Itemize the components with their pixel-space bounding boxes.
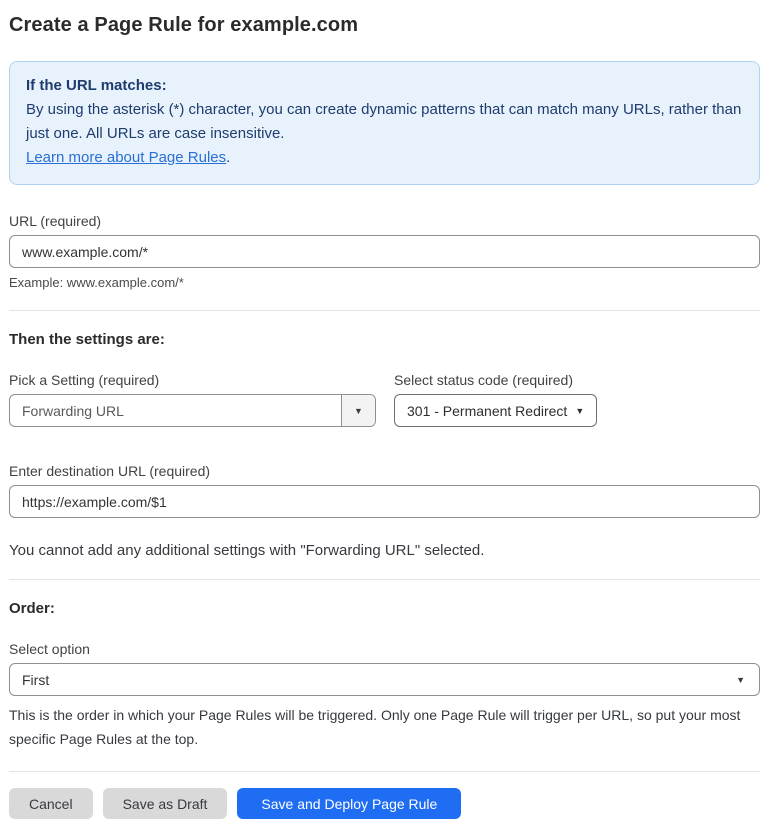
pick-setting-caret-button[interactable]	[341, 395, 375, 426]
url-field-group	[9, 213, 760, 290]
url-field-label: URL (required)	[9, 213, 102, 229]
cancel-button[interactable]: Cancel	[9, 788, 93, 819]
info-banner-heading: If the URL matches:	[26, 77, 167, 94]
order-select[interactable]	[9, 663, 760, 696]
learn-more-page-rules-link[interactable]: Learn more about Page Rules	[26, 149, 227, 166]
order-helper-text: This is the order in which your Page Rules will be triggered. Only one Page Rule will trigger per URL, so put your most specific Page Rules at the top.	[9, 707, 741, 747]
forwarding-url-note: You cannot add any additional settings with "Forwarding URL" selected.	[9, 542, 485, 559]
caret-down-icon: ▼	[575, 405, 585, 416]
divider	[9, 310, 760, 311]
url-example-helper: Example: www.example.com/*	[9, 275, 184, 290]
settings-selects-row	[9, 372, 760, 427]
form-actions	[9, 788, 760, 819]
pick-setting-select[interactable]	[9, 394, 376, 427]
info-banner-body: By using the asterisk (*) character, you can create dynamic patterns that can match many URLs, rather than just one. All URLs are case insensitive.	[26, 101, 742, 142]
order-select-group	[9, 641, 760, 751]
url-match-info-banner	[9, 61, 760, 185]
pick-setting-label: Pick a Setting (required)	[9, 372, 160, 388]
caret-down-icon: ▼	[736, 674, 745, 685]
destination-url-group	[9, 463, 760, 518]
url-input[interactable]	[9, 235, 760, 268]
info-link-suffix: .	[226, 149, 231, 166]
caret-down-icon: ▼	[354, 405, 363, 416]
divider	[9, 579, 760, 580]
status-code-select[interactable]	[394, 394, 597, 427]
settings-section-heading: Then the settings are:	[9, 331, 165, 348]
status-code-value: 301 - Permanent Redirect	[407, 402, 568, 419]
destination-url-label: Enter destination URL (required)	[9, 463, 211, 479]
order-select-label: Select option	[9, 641, 90, 657]
info-banner-link-line	[26, 146, 743, 170]
save-and-deploy-button[interactable]: Save and Deploy Page Rule	[237, 788, 461, 819]
order-section-heading: Order:	[9, 600, 55, 617]
divider	[9, 771, 760, 772]
order-select-value: First	[22, 671, 50, 688]
status-code-label: Select status code (required)	[394, 372, 573, 388]
destination-url-input[interactable]	[9, 485, 760, 518]
pick-setting-value: Forwarding URL	[22, 402, 124, 419]
page-title: Create a Page Rule for example.com	[9, 14, 359, 36]
status-code-group	[394, 372, 597, 427]
save-as-draft-button[interactable]: Save as Draft	[103, 788, 228, 819]
pick-setting-group	[9, 372, 376, 427]
